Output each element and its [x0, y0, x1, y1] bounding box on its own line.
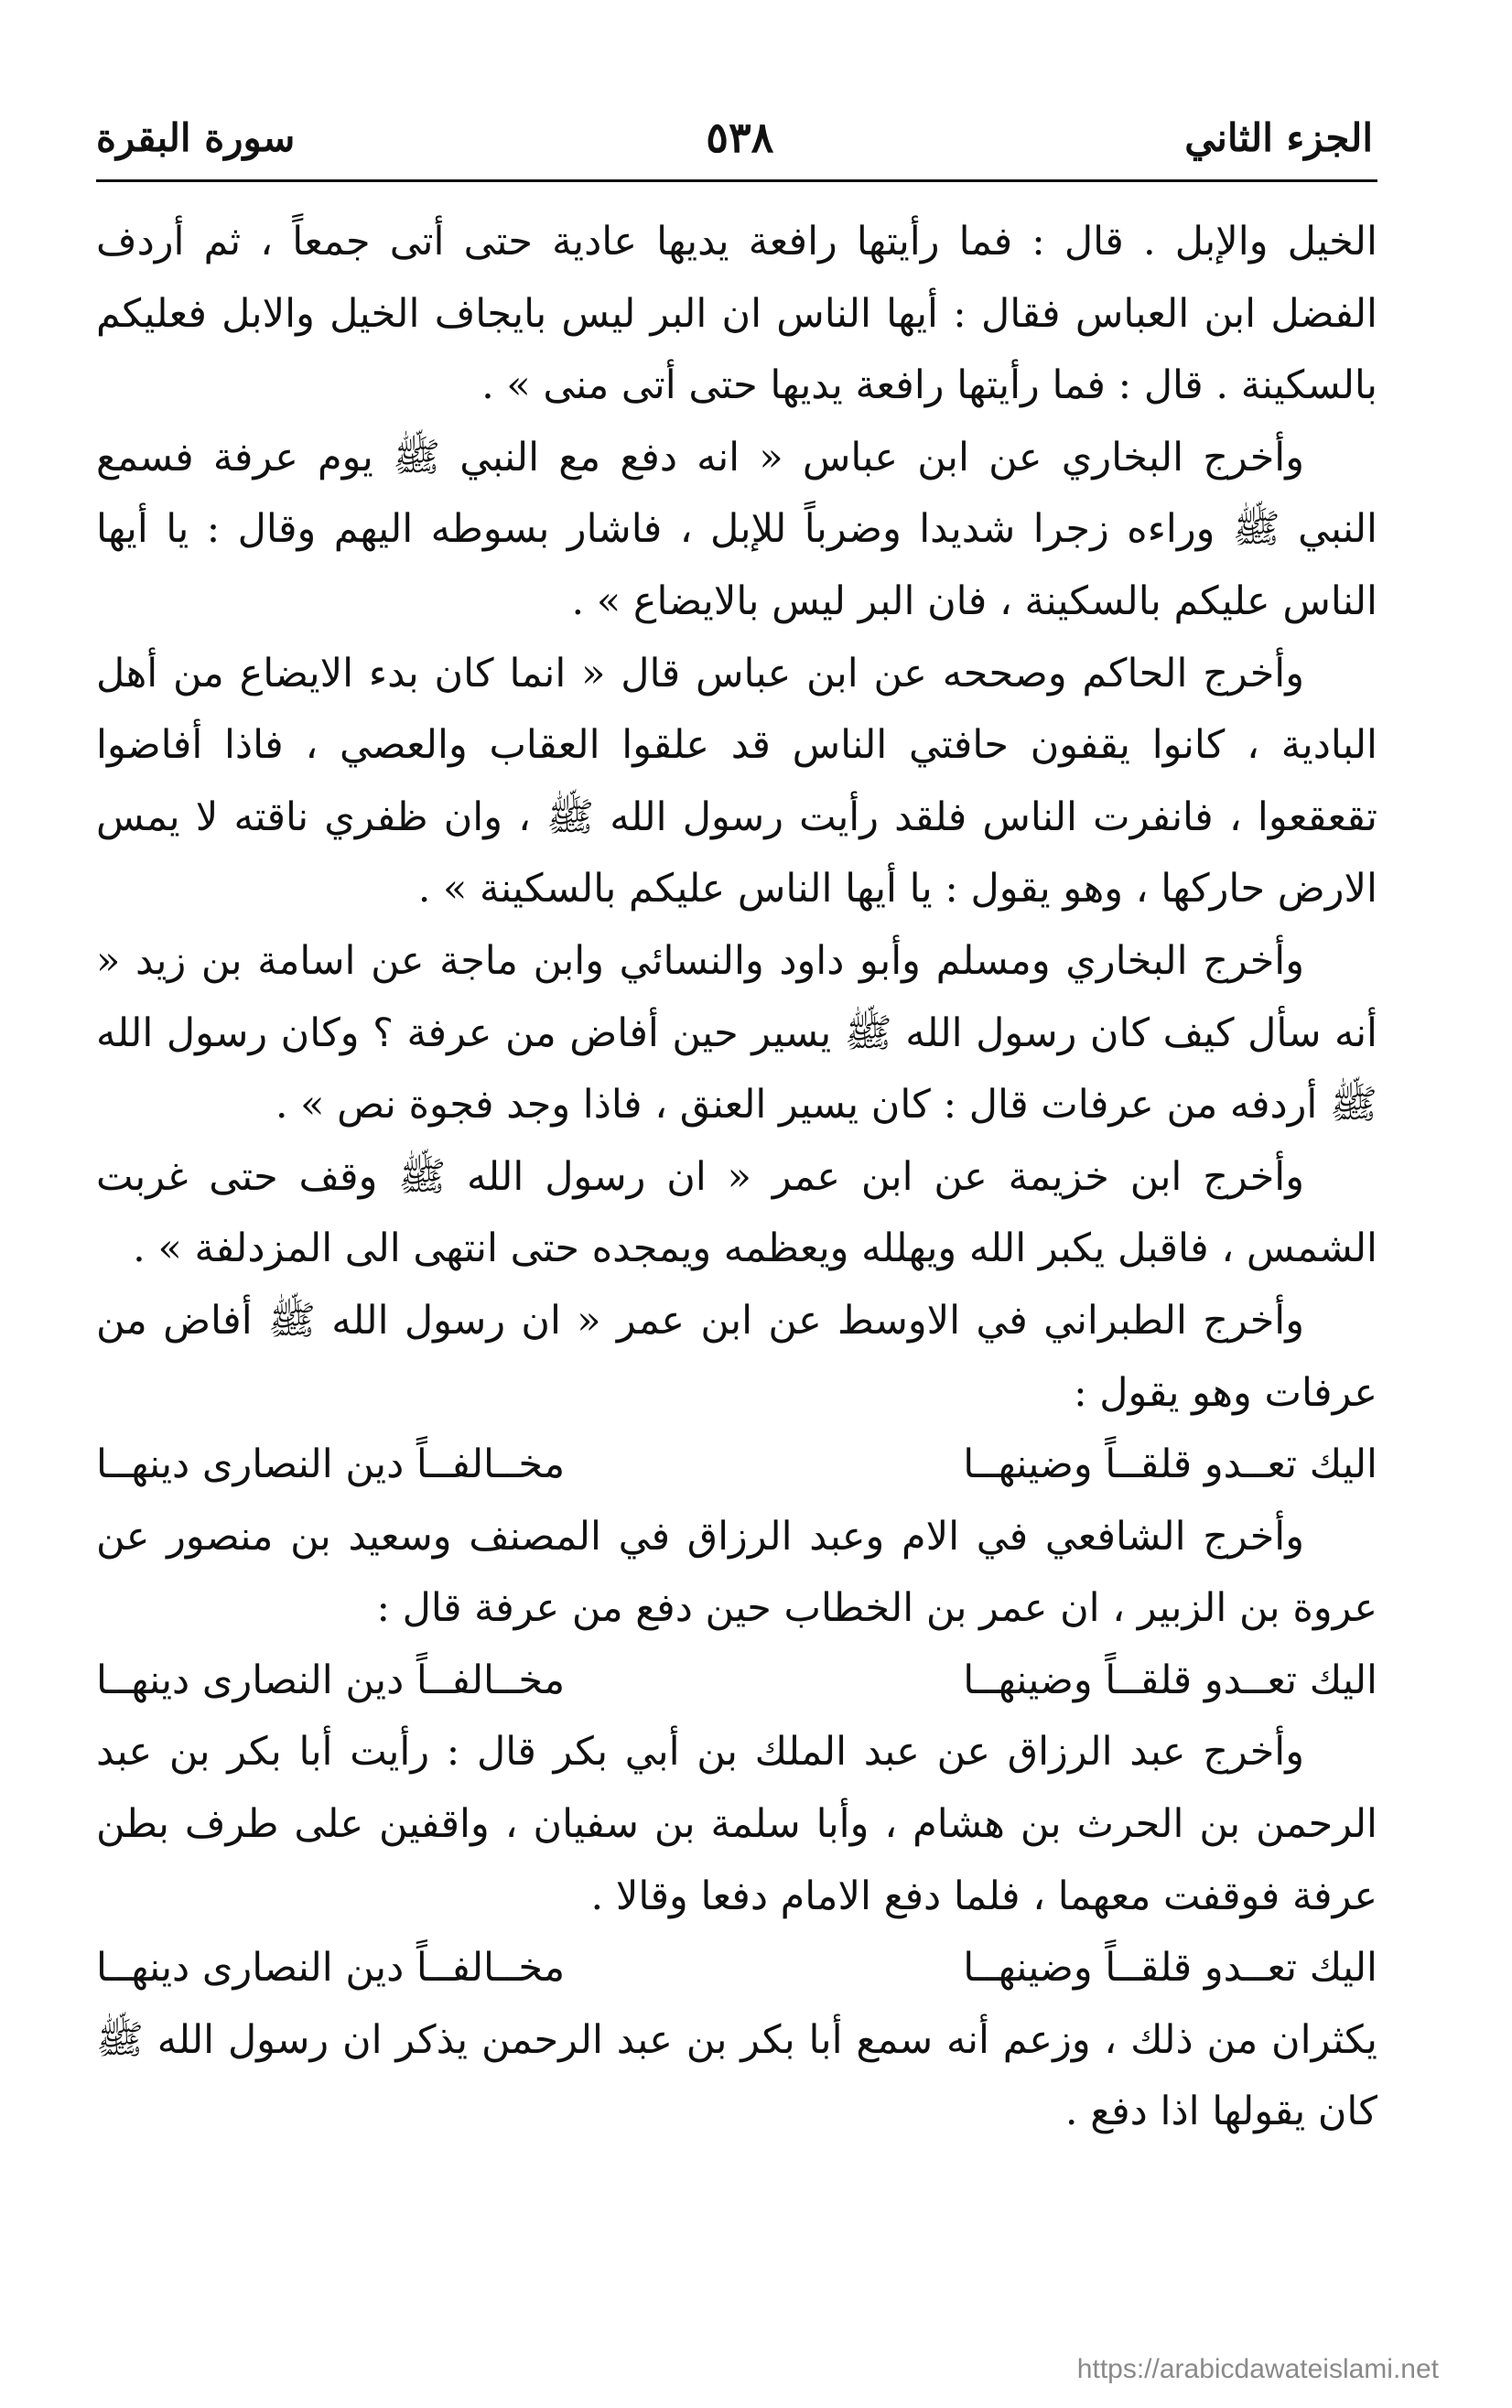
page-number: ٥٣٨: [706, 113, 774, 162]
poem-verse-1-second-hemistich: مخــالفــاً دين النصارى دينهــا: [96, 1442, 566, 1488]
paragraph-7: وأخرج الشافعي في الام وعبد الرزاق في المصنف وسعيد بن منصور عن عروة بن الزبير ، ان عمر بن الخطاب حين دفع من عرفة قال :: [96, 1513, 1377, 1632]
poem-verse-2-first-hemistich: اليك تعــدو قلقــاً وضينهــا: [963, 1657, 1377, 1703]
header-rule: [96, 179, 1377, 182]
surah-title: سورة البقرة: [96, 114, 296, 160]
poem-verse-3-first-hemistich: اليك تعــدو قلقــاً وضينهــا: [963, 1945, 1377, 1992]
paragraph-3: وأخرج الحاكم وصححه عن ابن عباس قال « انما كان بدء الايضاع من أهل البادية ، كانوا يقفون حافتي الناس قد علقوا العقاب والعصي ، فاذا أفاضوا تقعقعوا ، فانفرت الناس فلقد رأيت رسول الله ﷺ ، وان ظفري ناقته لا يمس الارض حاركها ، وهو يقول : يا أيها الناس عليكم بالسكينة » .: [96, 650, 1377, 912]
part-title: الجزء الثاني: [1184, 114, 1373, 160]
poem-verse-1: [96, 1429, 1377, 1501]
poem-verse-2: [96, 1645, 1377, 1717]
page-header: [96, 101, 1373, 174]
paragraph-2: وأخرج البخاري عن ابن عباس « انه دفع مع النبي ﷺ يوم عرفة فسمع النبي ﷺ وراءه زجرا شديدا وضرباً للإبل ، فاشار بسوطه اليهم وقال : يا أيها الناس عليكم بالسكينة ، فان البر ليس بالايضاع » .: [96, 434, 1377, 624]
poem-verse-3-second-hemistich: مخــالفــاً دين النصارى دينهــا: [96, 1945, 566, 1992]
paragraph-5: وأخرج ابن خزيمة عن ابن عمر « ان رسول الله ﷺ وقف حتى غربت الشمس ، فاقبل يكبر الله ويهلله ويعظمه ويمجده حتى انتهى الى المزدلفة » .: [96, 1153, 1377, 1272]
paragraph-8: وأخرج عبد الرزاق عن عبد الملك بن أبي بكر قال : رأيت أبا بكر بن عبد الرحمن بن الحرث بن هشام ، وأبا سلمة بن سفيان ، واقفين على طرف بطن عرفة فوقفت معهما ، فلما دفع الامام دفعا وقالا .: [96, 1729, 1377, 1919]
paragraph-4: وأخرج البخاري ومسلم وأبو داود والنسائي وابن ماجة عن اسامة بن زيد « أنه سأل كيف كان رسول الله ﷺ يسير حين أفاض من عرفة ؟ وكان رسول الله ﷺ أردفه من عرفات قال : كان يسير العنق ، فاذا وجد فجوة نص » .: [96, 937, 1377, 1128]
page-body: [96, 206, 1377, 2148]
paragraph-9: يكثران من ذلك ، وزعم أنه سمع أبا بكر بن عبد الرحمن يذكر ان رسول الله ﷺ كان يقولها اذا دفع .: [96, 2016, 1377, 2135]
paragraph-6: وأخرج الطبراني في الاوسط عن ابن عمر « ان رسول الله ﷺ أفاض من عرفات وهو يقول :: [96, 1297, 1377, 1416]
watermark-url: https://arabicdawateislami.net: [1076, 2354, 1439, 2384]
paragraph-1: الخيل والإبل . قال : فما رأيتها رافعة يديها عادية حتى أتى جمعاً ، ثم أردف الفضل ابن العباس فقال : أيها الناس ان البر ليس بايجاف الخيل والابل فعليكم بالسكينة . قال : فما رأيتها رافعة يديها حتى أتى منى » .: [96, 219, 1377, 409]
poem-verse-3: [96, 1932, 1377, 2004]
poem-verse-1-first-hemistich: اليك تعــدو قلقــاً وضينهــا: [963, 1442, 1377, 1488]
poem-verse-2-second-hemistich: مخــالفــاً دين النصارى دينهــا: [96, 1657, 566, 1703]
